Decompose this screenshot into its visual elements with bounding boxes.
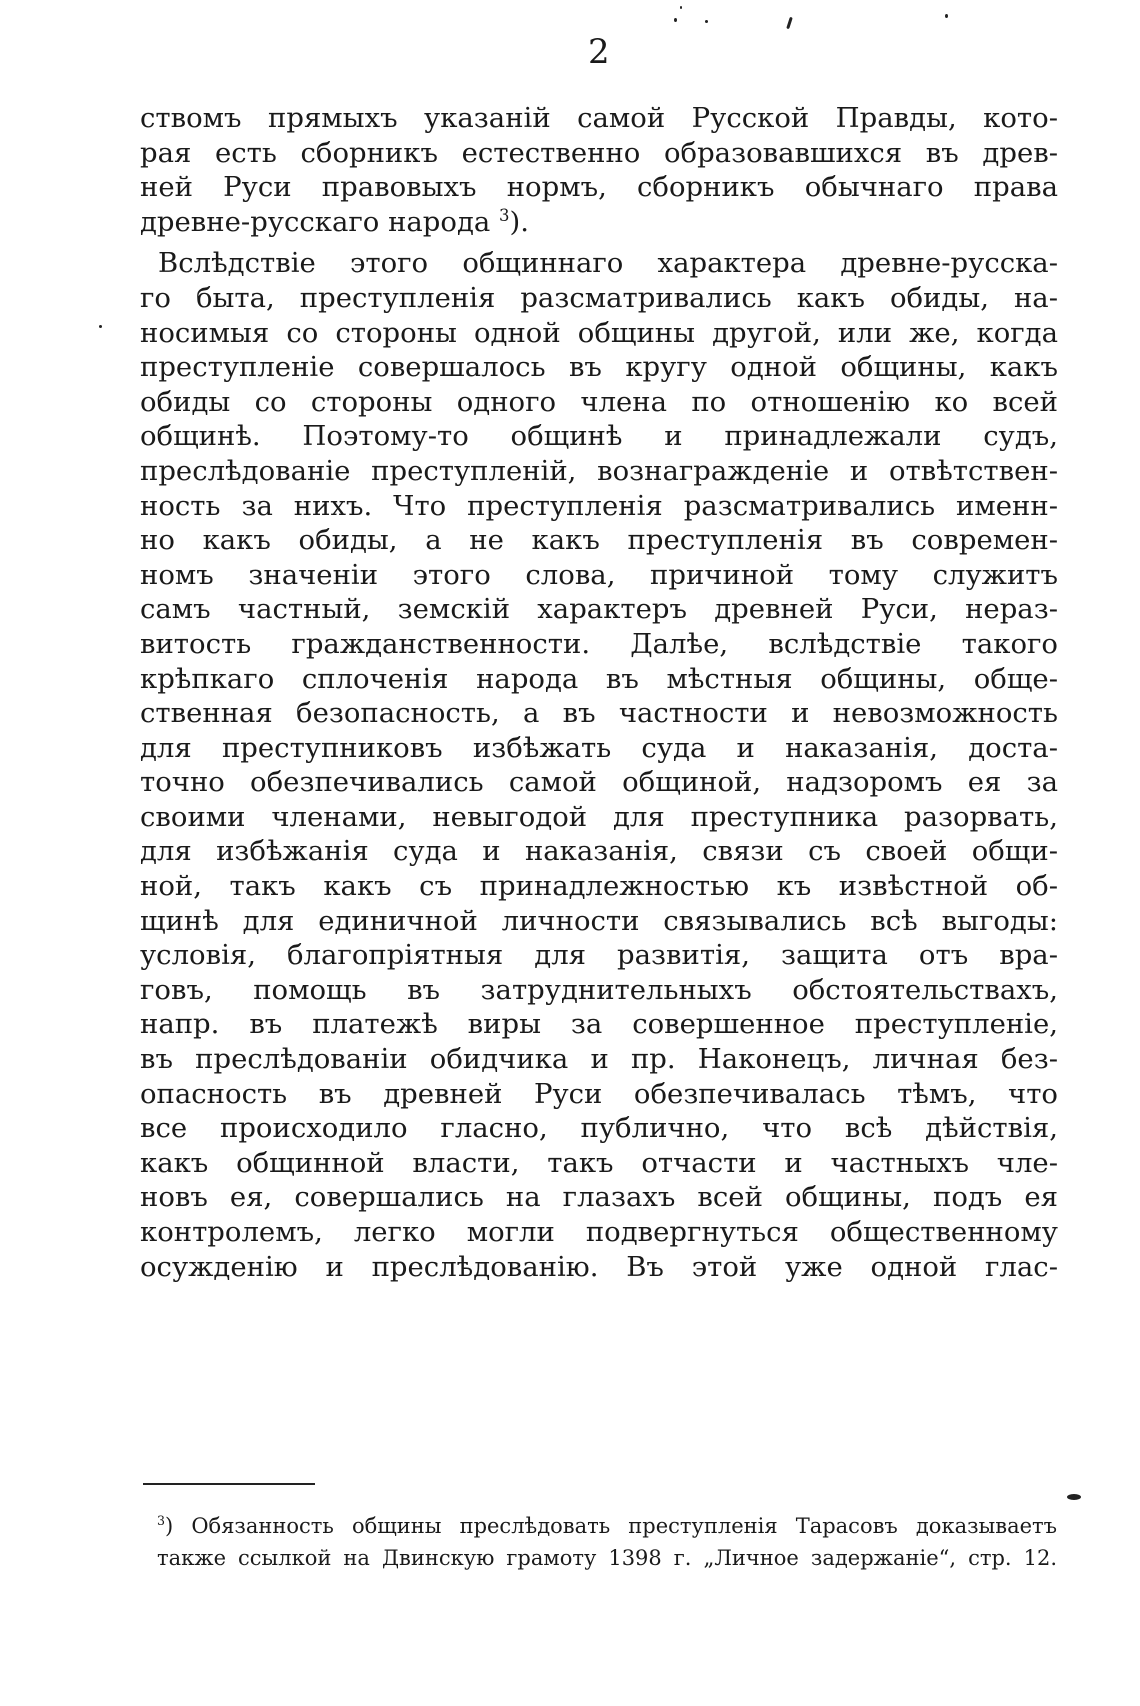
- text-line: но какъ обиды, а не какъ преступленія въ современ-: [140, 524, 1058, 557]
- text-line: витость гражданственности. Далѣе, вслѣдствіе такого: [140, 627, 1058, 660]
- footnote-marker: 3: [157, 1513, 166, 1528]
- footnote-reference: 3: [499, 205, 510, 225]
- print-speck: [705, 20, 708, 23]
- footnote-text: Обязанность общины преслѣдовать преступленія Тарасовъ доказываетъ: [191, 1514, 1057, 1538]
- text-line: опасность въ древней Руси обезпечивалась тѣмъ, что: [140, 1077, 1058, 1110]
- text-line: Вслѣдствіе этого общиннаго характера древне-русска-: [158, 247, 1058, 280]
- text-line: ствомъ прямыхъ указаній самой Русской Правды, кото-: [140, 102, 1058, 134]
- text-line: преслѣдованіе преступленій, вознагражденіе и отвѣтствен-: [140, 454, 1058, 487]
- text-line: новъ ея, совершались на глазахъ всей общины, подъ ея: [140, 1181, 1058, 1214]
- print-speck: [1067, 1494, 1081, 1500]
- text-line: го быта, преступленія разсматривались какъ обиды, на-: [140, 281, 1058, 314]
- print-speck: [99, 325, 102, 328]
- footnote-line: [157, 1510, 1057, 1542]
- text-line: общинѣ. Поэтому-то общинѣ и принадлежали судъ,: [140, 420, 1058, 453]
- footnote-reference-close: ).: [509, 205, 530, 238]
- text-line: какъ общинной власти, такъ отчасти и частныхъ чле-: [140, 1146, 1058, 1179]
- text-line: говъ, помощь въ затруднительныхъ обстоятельствахъ,: [140, 973, 1058, 1006]
- text-line: ной, такъ какъ съ принадлежностью къ извѣстной об-: [140, 870, 1058, 903]
- text-line: контролемъ, легко могли подвергнуться общественному: [140, 1216, 1058, 1248]
- footnote: [157, 1510, 1057, 1574]
- text-line: ней Руси правовыхъ нормъ, сборникъ обычнаго права: [140, 171, 1058, 204]
- text-line: ность за нихъ. Что преступленія разсматривались именн-: [140, 489, 1058, 522]
- text-line: щинѣ для единичной личности связывались всѣ выгоды:: [140, 904, 1058, 937]
- text-line: ственная безопасность, а въ частности и невозможность: [140, 697, 1058, 730]
- footnote-line: также ссылкой на Двинскую грамоту 1398 г. „Личное задержаніе“, стр. 12.: [157, 1546, 1057, 1570]
- text-line: преступленіе совершалось въ кругу одной общины, какъ: [140, 351, 1058, 384]
- text-line: точно обезпечивались самой общиной, надзоромъ ея за: [140, 766, 1058, 799]
- text-line: рая есть сборникъ естественно образовавшихся въ древ-: [140, 136, 1058, 169]
- text-line: осужденію и преслѣдованію. Въ этой уже одной глас-: [140, 1250, 1058, 1283]
- text-line: напр. въ платежѣ виры за совершенное преступленіе,: [140, 1008, 1058, 1041]
- main-text: [140, 101, 1058, 1284]
- text-line: самъ частный, земскій характеръ древней Руси, нераз-: [140, 593, 1058, 626]
- footnote-marker-close: ): [165, 1514, 174, 1538]
- text-line: своими членами, невыгодой для преступника разорвать,: [140, 800, 1058, 833]
- text-line: крѣпкаго сплоченія народа въ мѣстныя общины, обще-: [140, 662, 1058, 695]
- text-line: обиды со стороны одного члена по отношенію ко всей: [140, 385, 1058, 418]
- page-number: 2: [588, 32, 610, 72]
- paragraph-gap: [140, 239, 1058, 246]
- text-line: условія, благопріятныя для развитія, защита отъ вра-: [140, 939, 1058, 972]
- print-speck: [786, 17, 793, 29]
- print-speck: [945, 14, 948, 18]
- print-speck: [680, 6, 682, 9]
- text-line: все происходило гласно, публично, что всѣ дѣйствія,: [140, 1112, 1058, 1145]
- text-line: въ преслѣдованіи обидчика и пр. Наконецъ, личная без-: [140, 1043, 1058, 1076]
- text-line: [140, 205, 1058, 240]
- text-line: для избѣжанія суда и наказанія, связи съ своей общи-: [140, 835, 1058, 868]
- footnote-divider: [143, 1483, 315, 1485]
- print-speck: [674, 18, 677, 22]
- text-line: для преступниковъ избѣжать суда и наказанія, доста-: [140, 731, 1058, 764]
- text-line-content: древне-русскаго народа: [140, 205, 491, 238]
- text-line: номъ значеніи этого слова, причиной тому служитъ: [140, 558, 1058, 591]
- text-line: носимыя со стороны одной общины другой, или же, когда: [140, 316, 1058, 349]
